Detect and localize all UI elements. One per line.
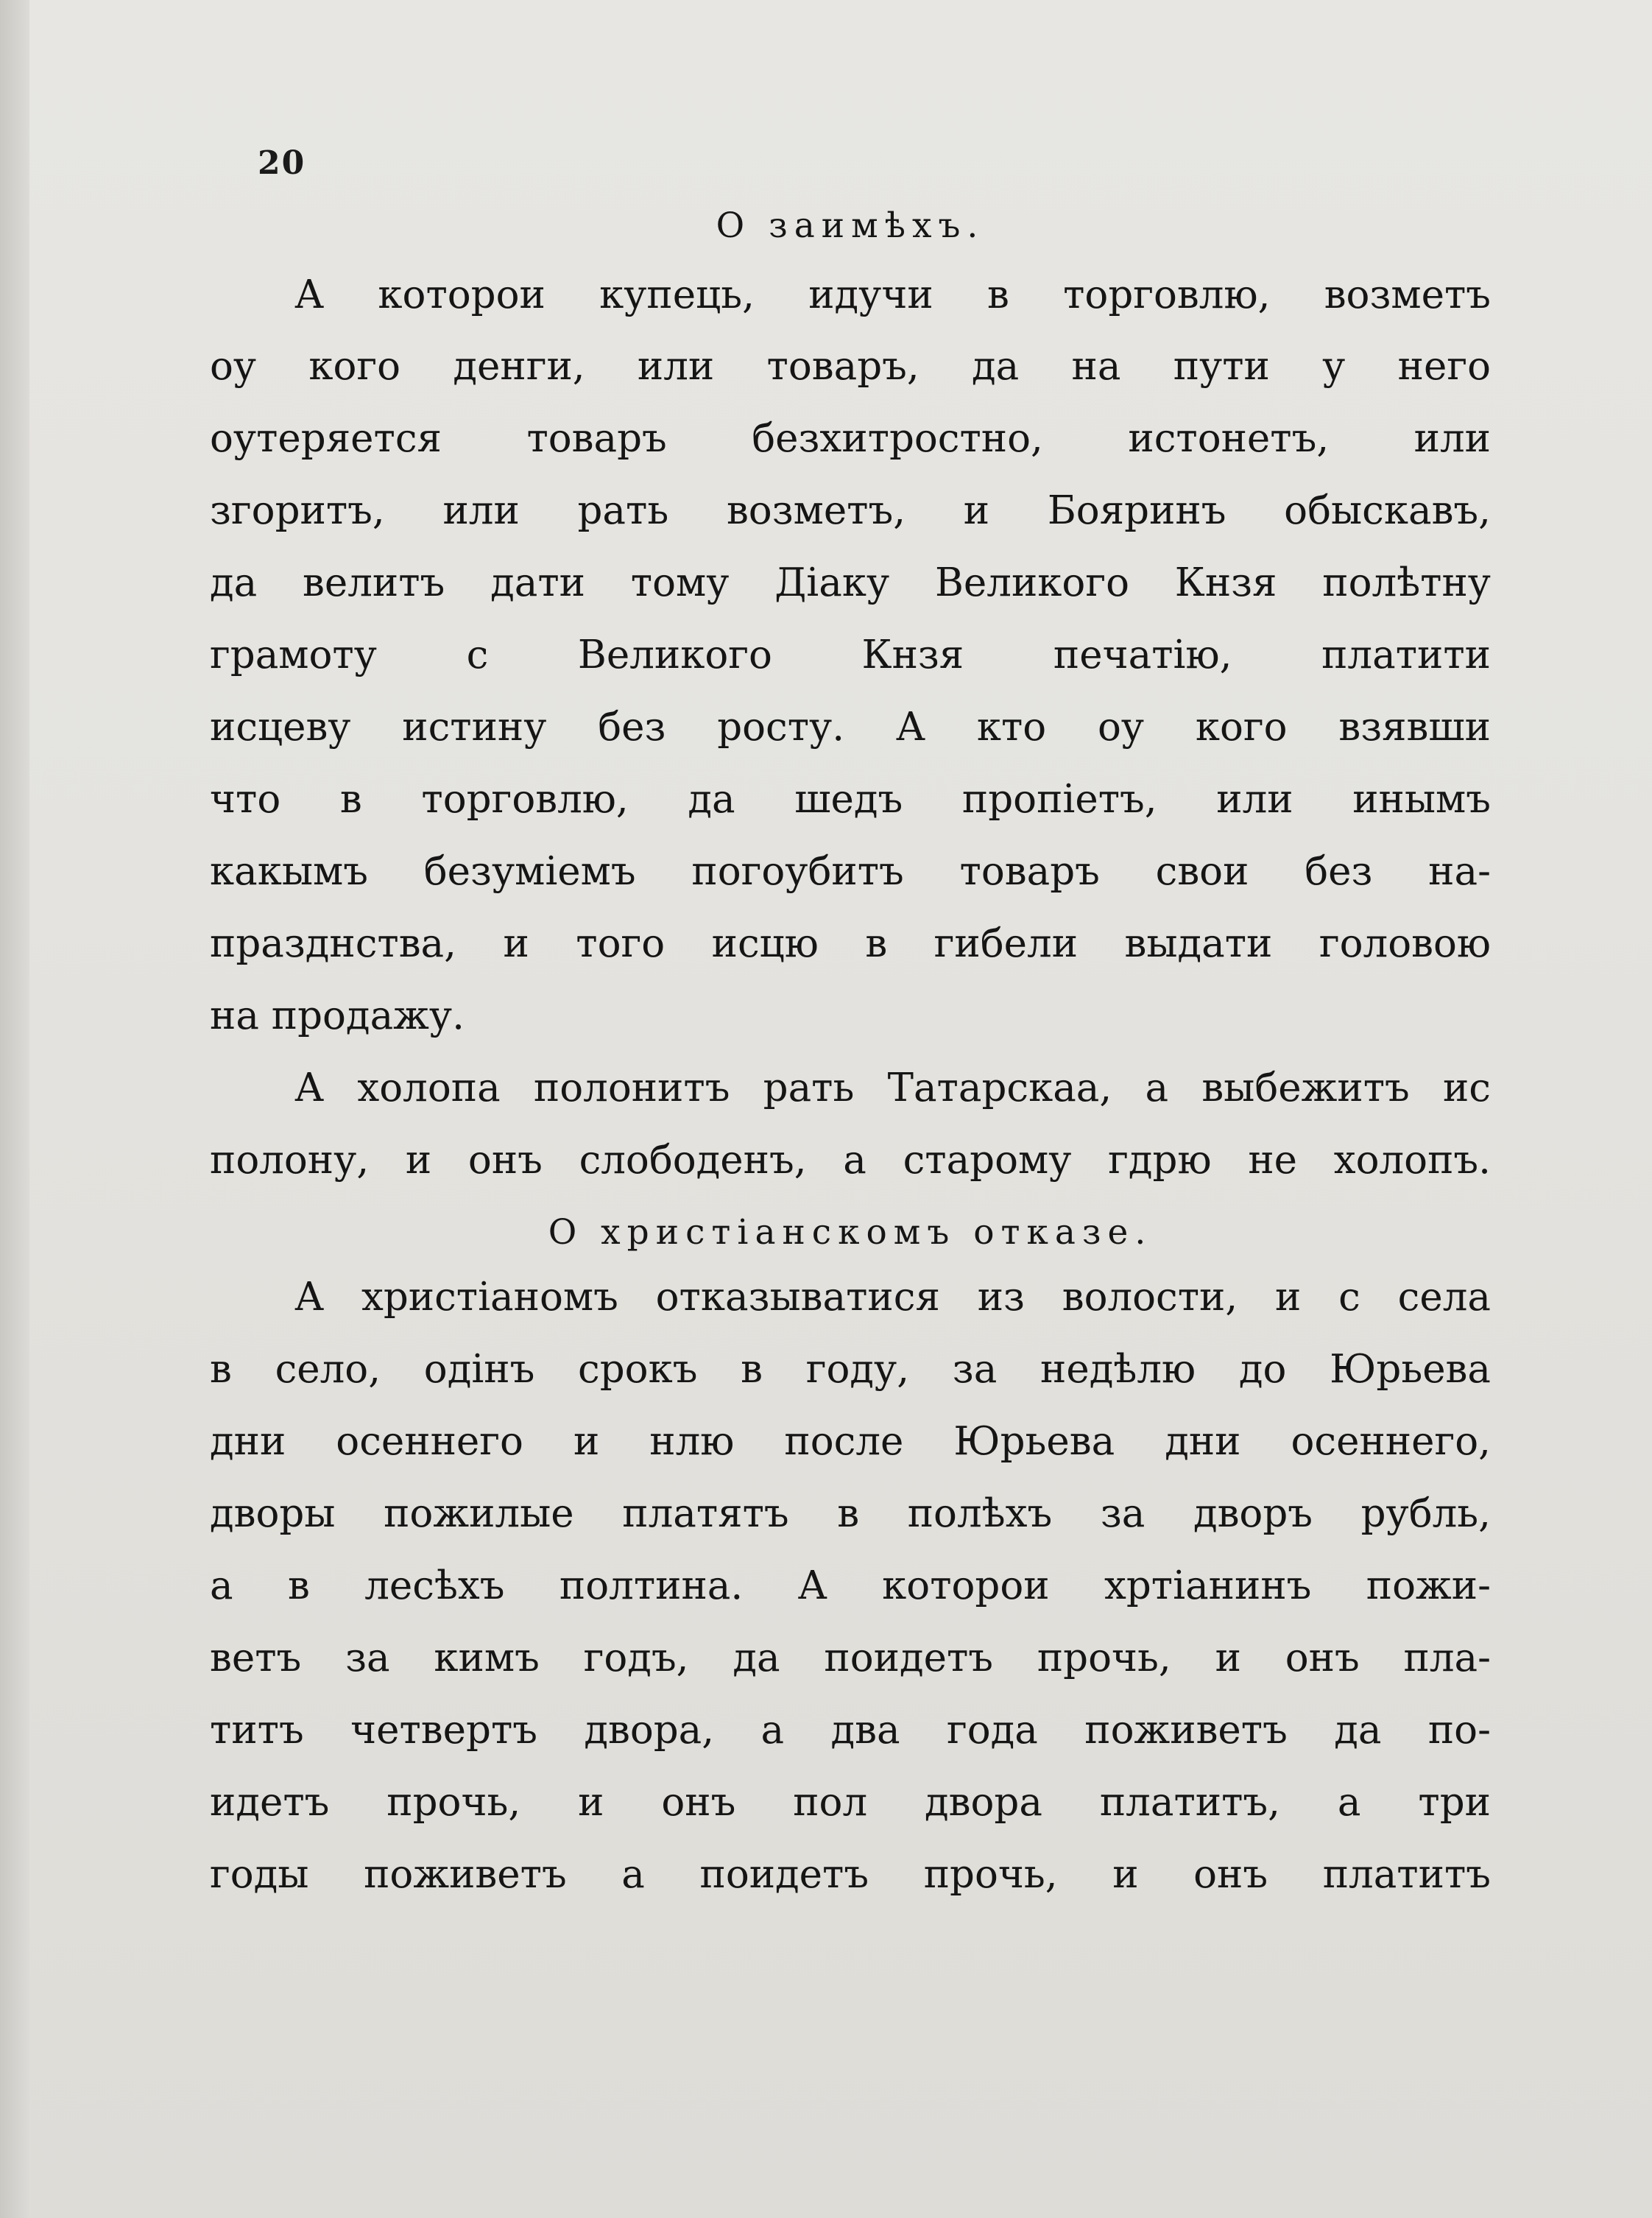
text-line: исцеву истину без росту. А кто оу кого взявши: [210, 705, 1491, 750]
text-line: дни осеннего и нлю после Юрьева дни осеннего,: [210, 1419, 1491, 1464]
text-line: на продажу.: [210, 993, 465, 1038]
text-line: идетъ прочь, и онъ пол двора платитъ, а три: [210, 1780, 1491, 1825]
page-binding-edge: [0, 0, 29, 2218]
text-line: празднства, и того исцю в гибели выдати головою: [210, 921, 1491, 966]
text-line: да велитъ дати тому Діаку Великого Кнзя полѣтну: [210, 560, 1491, 605]
text-line: дворы пожилые платятъ в полѣхъ за дворъ рубль,: [210, 1491, 1491, 1536]
text-line: полону, и онъ слободенъ, а старому гдрю не холопъ.: [210, 1138, 1491, 1183]
text-line: А холопа полонитъ рать Татарскаа, а выбежитъ ис: [294, 1066, 1491, 1110]
text-line: в село, одінъ срокъ в году, за недѣлю до Юрьева: [210, 1347, 1491, 1392]
text-line: титъ четвертъ двора, а два года поживетъ да по-: [210, 1708, 1491, 1753]
text-line: оутеряется товаръ безхитростно, истонетъ, или: [210, 416, 1491, 461]
text-line: А христіаномъ отказыватися из волости, и с села: [294, 1275, 1491, 1320]
text-line: оу кого денги, или товаръ, да на пути у него: [210, 344, 1491, 389]
text-line: что в торговлю, да шедъ пропіетъ, или инымъ: [210, 777, 1491, 822]
text-line: а в лесѣхъ полтина. А которои хртіанинъ пожи-: [210, 1563, 1491, 1608]
section-heading-loans: О заимѣхъ.: [716, 205, 985, 246]
text-line: ветъ за кимъ годъ, да поидетъ прочь, и онъ пла-: [210, 1636, 1491, 1680]
text-line: годы поживетъ а поидетъ прочь, и онъ платитъ: [210, 1852, 1491, 1897]
page-number: 20: [258, 144, 306, 182]
text-line: згоритъ, или рать возметъ, и Бояринъ обыскавъ,: [210, 488, 1491, 533]
text-line: А которои купець, идучи в торговлю, возметъ: [294, 272, 1491, 317]
section-heading-peasant-departure: О христіанскомъ отказе.: [548, 1212, 1153, 1253]
text-line: грамоту с Великого Кнзя печатію, платити: [210, 633, 1491, 677]
text-line: какымъ безуміемъ погоубитъ товаръ свои без на-: [210, 849, 1491, 894]
